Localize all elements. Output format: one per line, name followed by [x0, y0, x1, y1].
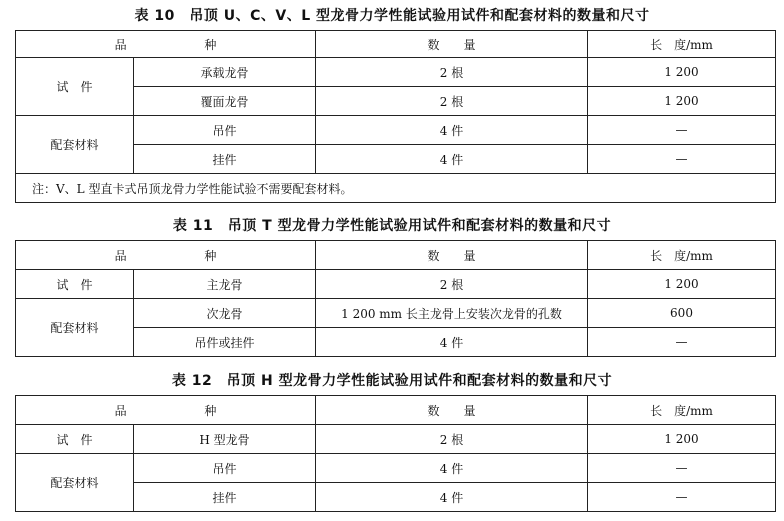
table10-qty: 2 根	[316, 87, 588, 116]
table11-item: 次龙骨	[134, 299, 316, 328]
table10-item: 承载龙骨	[134, 58, 316, 87]
table11-qty: 4 件	[316, 328, 588, 357]
table10-header-kind-a: 品	[114, 37, 127, 52]
table10-item: 挂件	[134, 145, 316, 174]
table12-caption: 表 12 吊顶 H 型龙骨力学性能试验用试件和配套材料的数量和尺寸	[171, 373, 613, 389]
table10-group-specimen: 试 件	[16, 58, 134, 116]
table10-len: 1 200	[588, 58, 776, 87]
table10-header-qty: 数 量	[316, 31, 588, 58]
table10-caption: 表 10 吊顶 U、C、V、L 型龙骨力学性能试验用试件和配套材料的数量和尺寸	[134, 8, 650, 24]
table11-header-kind-b: 种	[204, 248, 217, 263]
table-row	[16, 299, 776, 328]
table11-item: 主龙骨	[134, 270, 316, 299]
table10-len: 1 200	[588, 87, 776, 116]
table-row	[16, 425, 776, 454]
table10-len: —	[588, 116, 776, 145]
table11-qty: 1 200 mm 长主龙骨上安装次龙骨的孔数	[316, 299, 588, 328]
table12-qty: 2 根	[316, 425, 588, 454]
table10-item: 吊件	[134, 116, 316, 145]
table11-header-qty: 数 量	[316, 241, 588, 270]
table10-len: —	[588, 145, 776, 174]
table10-group-materials: 配套材料	[16, 116, 134, 174]
table11-len: 1 200	[588, 270, 776, 299]
table12-qty: 4 件	[316, 483, 588, 512]
table12-item: 吊件	[134, 454, 316, 483]
table11	[15, 240, 776, 357]
table-row	[16, 454, 776, 483]
table12-len: 1 200	[588, 425, 776, 454]
table10-header-len: 长 度/mm	[588, 31, 776, 58]
table12-len: —	[588, 454, 776, 483]
table10-note-row	[16, 174, 776, 203]
table10	[15, 30, 776, 203]
table11-len: —	[588, 328, 776, 357]
table12-group-specimen: 试 件	[16, 425, 134, 454]
table11-len: 600	[588, 299, 776, 328]
table10-qty: 2 根	[316, 58, 588, 87]
table11-group-specimen: 试 件	[16, 270, 134, 299]
table12-header-kind-a: 品	[114, 403, 127, 418]
table-row	[16, 270, 776, 299]
table11-header-len: 长 度/mm	[588, 241, 776, 270]
table12-qty: 4 件	[316, 454, 588, 483]
table10-qty: 4 件	[316, 145, 588, 174]
table11-header-kind	[16, 241, 316, 270]
table11-qty: 2 根	[316, 270, 588, 299]
table10-header-row	[16, 31, 776, 58]
table10-item: 覆面龙骨	[134, 87, 316, 116]
table12-header-qty: 数 量	[316, 396, 588, 425]
table11-header-row	[16, 241, 776, 270]
table12-header-kind	[16, 396, 316, 425]
table12-len: —	[588, 483, 776, 512]
table10-header-kind	[16, 31, 316, 58]
table12-group-materials: 配套材料	[16, 454, 134, 512]
table12-header-kind-b: 种	[204, 403, 217, 418]
table-row	[16, 58, 776, 87]
table10-qty: 4 件	[316, 116, 588, 145]
table11-item: 吊件或挂件	[134, 328, 316, 357]
table12-item: 挂件	[134, 483, 316, 512]
table12	[15, 395, 776, 512]
table11-group-materials: 配套材料	[16, 299, 134, 357]
table10-header-kind-b: 种	[204, 37, 217, 52]
table12-header-len: 长 度/mm	[588, 396, 776, 425]
table12-header-row	[16, 396, 776, 425]
table11-caption: 表 11 吊顶 T 型龙骨力学性能试验用试件和配套材料的数量和尺寸	[172, 218, 612, 234]
table11-header-kind-a: 品	[114, 248, 127, 263]
table-row	[16, 116, 776, 145]
table10-note: 注：V、L 型直卡式吊顶龙骨力学性能试验不需要配套材料。	[16, 174, 776, 203]
table12-item: H 型龙骨	[134, 425, 316, 454]
